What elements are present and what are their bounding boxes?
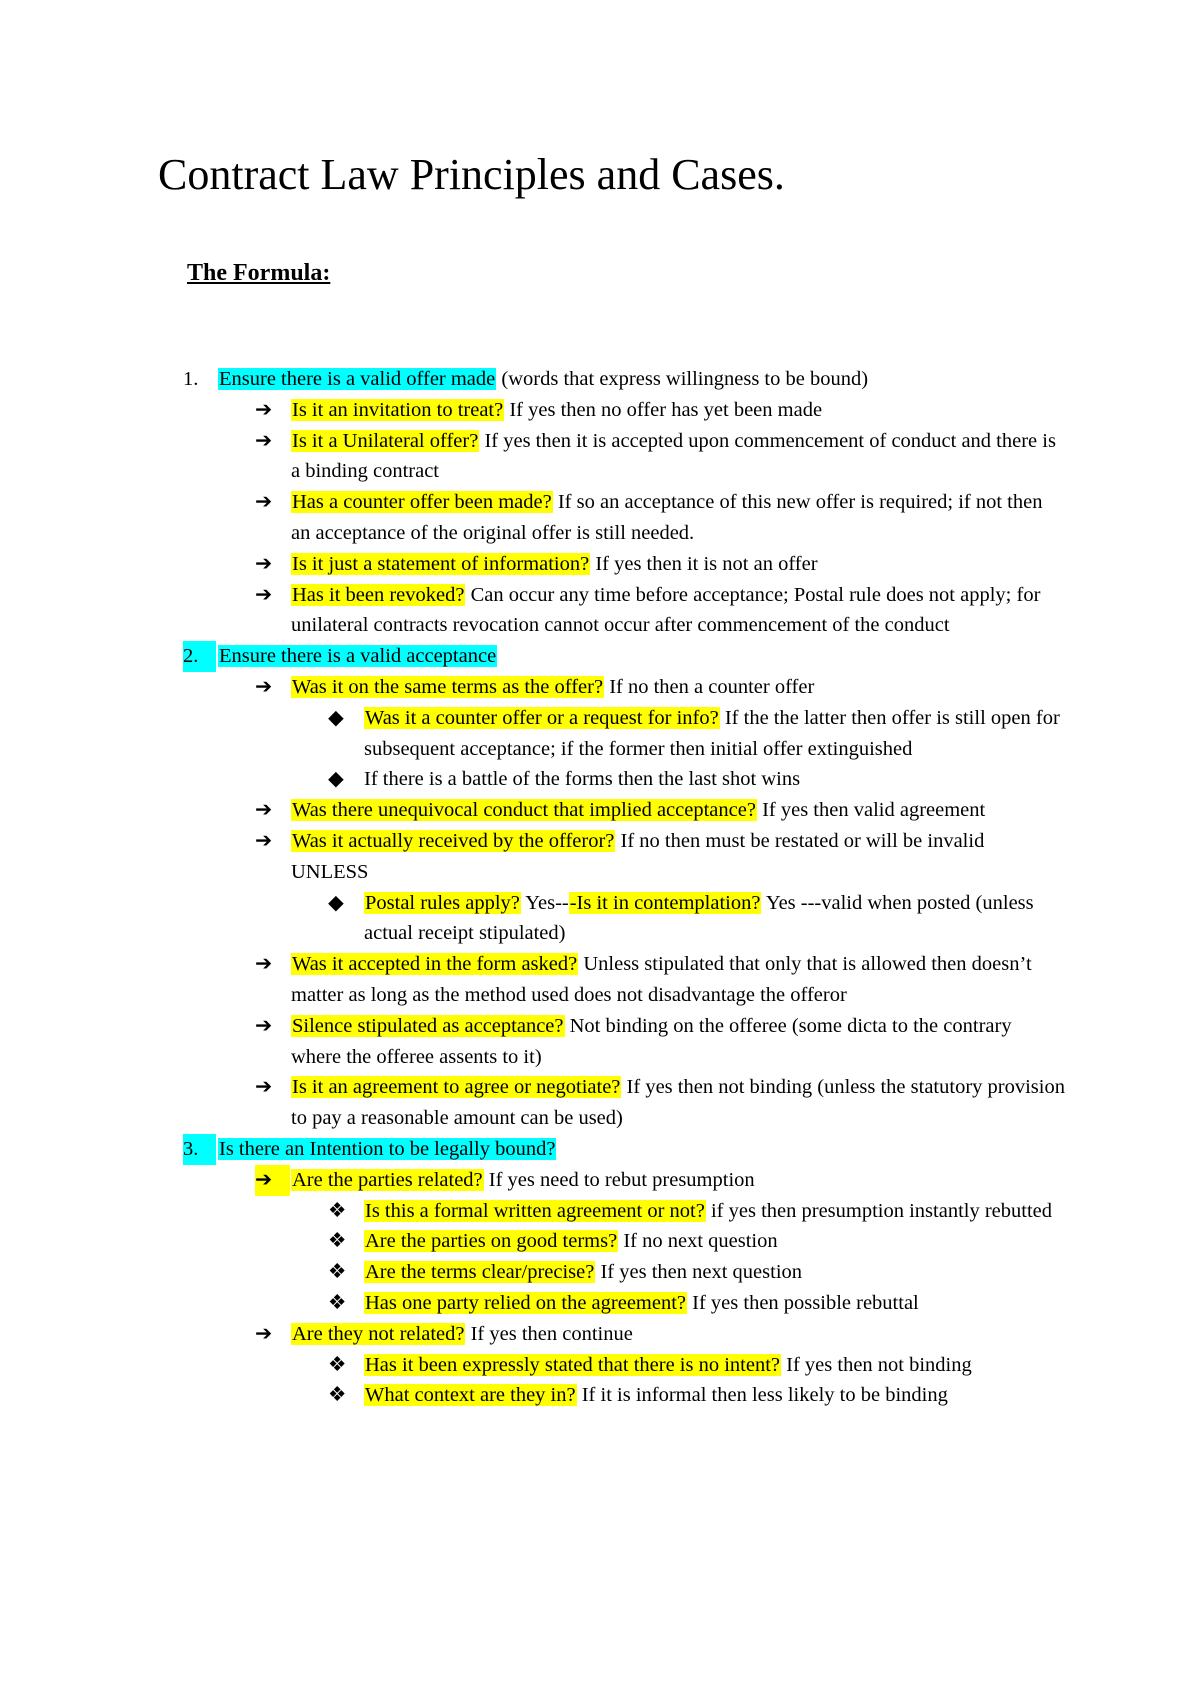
outline-item xyxy=(0,826,1200,888)
item-explanation: if yes then presumption instantly rebutted xyxy=(705,1199,1053,1222)
arrow-right-icon: ➔ xyxy=(255,552,273,575)
outline-item xyxy=(0,426,1200,488)
item-text xyxy=(364,1380,1065,1411)
item-text xyxy=(364,1226,1065,1257)
highlighted-question: Is it a Unilateral offer? xyxy=(292,429,479,452)
outline-item xyxy=(0,364,1200,395)
item-explanation: If it is informal then less likely to be binding xyxy=(576,1384,948,1407)
item-explanation: Yes ---valid when posted (unless actual receipt stipulated) xyxy=(364,891,1034,945)
four-diamond-bullet-icon: ❖ xyxy=(328,1353,347,1376)
item-text xyxy=(364,1288,1065,1319)
outline-item xyxy=(0,1288,1200,1319)
item-text xyxy=(291,795,1065,826)
highlighted-question: Postal rules apply? xyxy=(365,891,520,914)
four-diamond-bullet-icon: ❖ xyxy=(328,1291,347,1314)
item-text xyxy=(291,1319,1065,1350)
highlighted-question: Are they not related? xyxy=(292,1322,465,1345)
highlighted-question: Is it an agreement to agree or negotiate? xyxy=(292,1076,621,1099)
item-explanation: If the the latter then offer is still open for subsequent acceptance; if the former then initial offer extinguished xyxy=(364,706,1060,760)
item-text xyxy=(364,888,1065,950)
item-text xyxy=(218,1134,1065,1165)
item-explanation: Not binding on the offeree (some dicta to the contrary where the offeree assents to it) xyxy=(291,1014,1012,1068)
arrow-right-icon: ➔ xyxy=(255,799,273,822)
item-text xyxy=(291,1165,1065,1196)
item-explanation: Can occur any time before acceptance; Postal rule does not apply; for unilateral contracts revocation cannot occur after commencement of the conduct xyxy=(291,583,1041,637)
highlighted-question: Was it actually received by the offeror? xyxy=(292,829,615,852)
outline-item xyxy=(0,703,1200,765)
highlighted-question: -Is it in contemplation? xyxy=(569,891,761,914)
highlighted-question: Silence stipulated as acceptance? xyxy=(292,1014,564,1037)
item-text xyxy=(364,1196,1065,1227)
arrow-right-icon: ➔ xyxy=(255,1076,273,1099)
item-text xyxy=(291,580,1065,642)
item-text xyxy=(218,364,1065,395)
arrow-right-icon: ➔ xyxy=(255,429,273,452)
item-explanation: If yes then it is accepted upon commencement of conduct and there is a binding contract xyxy=(291,429,1056,483)
outline-item xyxy=(0,395,1200,426)
item-text xyxy=(218,641,1065,672)
arrow-right-icon: ➔ xyxy=(255,1322,273,1345)
item-explanation: If yes then not binding xyxy=(781,1353,972,1376)
four-diamond-bullet-icon: ❖ xyxy=(328,1230,347,1253)
highlighted-question: What context are they in? xyxy=(365,1384,576,1407)
highlighted-question: Is this a formal written agreement or not? xyxy=(365,1199,705,1222)
item-explanation: If yes need to rebut presumption xyxy=(483,1168,755,1191)
item-explanation: If no then must be restated or will be invalid UNLESS xyxy=(291,829,985,883)
outline-item xyxy=(0,795,1200,826)
item-text xyxy=(291,1011,1065,1073)
outline-item xyxy=(0,1196,1200,1227)
item-text xyxy=(364,703,1065,765)
page-title: Contract Law Principles and Cases. xyxy=(158,150,785,199)
arrow-right-icon: ➔ xyxy=(255,1014,273,1037)
four-diamond-bullet-icon: ❖ xyxy=(328,1199,347,1222)
highlighted-question: Was it a counter offer or a request for info? xyxy=(365,706,719,729)
section-heading: The Formula: xyxy=(187,260,331,286)
highlighted-question: Are the parties related? xyxy=(292,1168,483,1191)
highlighted-question: Ensure there is a valid offer made xyxy=(219,368,496,390)
highlighted-question: Was there unequivocal conduct that implied acceptance? xyxy=(292,799,756,822)
item-text xyxy=(364,1350,1065,1381)
outline-item xyxy=(0,672,1200,703)
outline-item xyxy=(0,1134,1200,1165)
highlighted-question: Is it an invitation to treat? xyxy=(292,398,504,421)
item-text xyxy=(291,826,1065,888)
outline-item xyxy=(0,949,1200,1011)
arrow-right-icon: ➔ xyxy=(255,491,273,514)
outline-item xyxy=(0,1011,1200,1073)
outline-item xyxy=(0,1165,1200,1196)
item-explanation: Unless stipulated that only that is allowed then doesn’t matter as long as the method used does not disadvantage the offeror xyxy=(291,953,1032,1006)
item-text xyxy=(291,426,1065,488)
item-text xyxy=(364,1257,1065,1288)
item-explanation: (words that express willingness to be bound) xyxy=(496,368,869,390)
arrow-right-icon: ➔ xyxy=(255,675,273,698)
arrow-right-icon: ➔ xyxy=(255,583,273,606)
outline-item xyxy=(0,549,1200,580)
highlighted-question: Was it on the same terms as the offer? xyxy=(292,675,604,698)
outline-item xyxy=(0,641,1200,672)
outline-item xyxy=(0,764,1200,795)
highlighted-question: Are the terms clear/precise? xyxy=(365,1261,595,1284)
item-explanation: If yes then continue xyxy=(465,1322,633,1345)
outline-item xyxy=(0,580,1200,642)
four-diamond-bullet-icon: ❖ xyxy=(328,1261,347,1284)
outline-item xyxy=(0,888,1200,950)
item-explanation: If there is a battle of the forms then the last shot wins xyxy=(364,768,801,791)
item-explanation: If yes then possible rebuttal xyxy=(687,1291,919,1314)
highlighted-question: Is it just a statement of information? xyxy=(292,552,590,575)
item-explanation: If yes then next question xyxy=(595,1261,803,1284)
outline-item xyxy=(0,1319,1200,1350)
item-explanation: If yes then valid agreement xyxy=(756,799,986,822)
highlighted-question: Has it been expressly stated that there is no intent? xyxy=(365,1353,781,1376)
item-explanation: If yes then not binding (unless the statutory provision to pay a reasonable amount can be used) xyxy=(291,1076,1065,1130)
item-number: 2. xyxy=(183,641,216,672)
arrow-right-icon: ➔ xyxy=(255,829,273,852)
highlighted-question: Are the parties on good terms? xyxy=(365,1230,618,1253)
highlighted-question: Has it been revoked? xyxy=(292,583,465,606)
outline-item xyxy=(0,1257,1200,1288)
outline-item xyxy=(0,1350,1200,1381)
four-diamond-bullet-icon: ❖ xyxy=(328,1384,347,1407)
item-explanation: If no then a counter offer xyxy=(604,675,815,698)
item-text xyxy=(291,672,1065,703)
diamond-bullet-icon: ◆ xyxy=(328,891,344,914)
item-text xyxy=(364,764,1065,795)
highlighted-question: Was it accepted in the form asked? xyxy=(292,953,578,976)
item-explanation: If yes then no offer has yet been made xyxy=(504,398,823,421)
item-explanation: If so an acceptance of this new offer is required; if not then an acceptance of the original offer is still needed. xyxy=(291,491,1043,544)
item-text xyxy=(291,949,1065,1011)
arrow-right-icon: ➔ xyxy=(255,398,273,421)
formula-outline xyxy=(0,364,1200,1411)
highlighted-question: Ensure there is a valid acceptance xyxy=(219,645,497,668)
item-text xyxy=(291,1072,1065,1134)
item-explanation: If yes then it is not an offer xyxy=(590,552,818,575)
item-explanation: If no next question xyxy=(618,1230,778,1253)
item-text xyxy=(291,487,1065,549)
outline-item xyxy=(0,1380,1200,1411)
diamond-bullet-icon: ◆ xyxy=(328,706,344,729)
highlighted-question: Has one party relied on the agreement? xyxy=(365,1291,687,1314)
outline-item xyxy=(0,1226,1200,1257)
item-number: 3. xyxy=(183,1134,216,1165)
item-explanation: Yes-- xyxy=(520,891,569,914)
highlighted-question: Has a counter offer been made? xyxy=(292,491,552,514)
diamond-bullet-icon: ◆ xyxy=(328,768,344,791)
arrow-right-icon: ➔ xyxy=(255,1165,290,1196)
item-text xyxy=(291,395,1065,426)
outline-item xyxy=(0,1072,1200,1134)
item-number: 1. xyxy=(183,368,199,390)
arrow-right-icon: ➔ xyxy=(255,953,273,976)
outline-item xyxy=(0,487,1200,549)
item-text xyxy=(291,549,1065,580)
highlighted-question: Is there an Intention to be legally bound? xyxy=(219,1137,556,1160)
